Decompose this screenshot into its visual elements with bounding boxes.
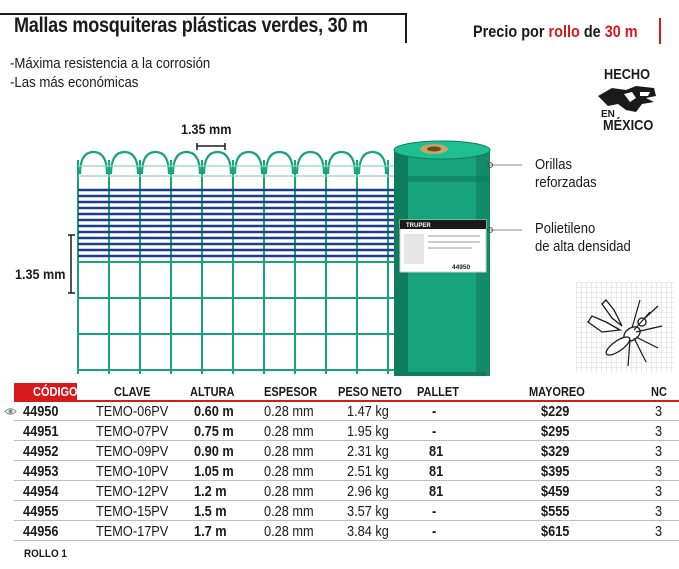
price-mid: de [579, 22, 605, 41]
cell-pallet: - [432, 504, 437, 520]
cell-codigo: 44951 [23, 424, 59, 440]
header-pallet: PALLET [417, 385, 459, 399]
cell-mayoreo: $329 [541, 444, 570, 460]
mesh-arch [235, 152, 262, 174]
cell-nc: 3 [655, 444, 663, 460]
cell-clave: TEMO-07PV [96, 424, 169, 440]
cell-mayoreo: $395 [541, 464, 570, 480]
annotation-polietileno-l1: Polietileno [535, 221, 596, 237]
mosquito-icon [576, 282, 674, 372]
cell-altura: 0.75 m [194, 424, 234, 440]
dim-vertical-marker [66, 234, 76, 294]
cell-espesor: 0.28 mm [264, 404, 314, 420]
annotation-polietileno [535, 220, 631, 256]
cell-pallet: - [432, 424, 437, 440]
annotation-polietileno-l2: de alta densidad [535, 239, 631, 255]
table-header-rule [14, 400, 679, 402]
cell-nc: 3 [655, 424, 663, 440]
row-separator [14, 440, 679, 441]
cell-espesor: 0.28 mm [264, 424, 314, 440]
mesh-roll-illustration [392, 140, 498, 380]
annotation-orillas [535, 156, 597, 192]
price-length: 30 m [604, 22, 638, 41]
row-separator [14, 500, 679, 501]
cell-clave: TEMO-09PV [96, 444, 169, 460]
cell-nc: 3 [655, 504, 663, 520]
badge-en: EN [601, 109, 615, 120]
header-espesor: ESPESOR [264, 385, 318, 399]
table-row[interactable] [0, 463, 679, 481]
cell-pallet: 81 [429, 444, 444, 460]
table-row[interactable] [0, 483, 679, 501]
cell-peso: 1.95 kg [347, 424, 389, 440]
header-mayoreo: MAYOREO [529, 385, 585, 399]
feature-corrosion: -Máxima resistencia a la corrosión [10, 55, 211, 72]
cell-mayoreo: $615 [541, 524, 570, 540]
footer-note: ROLLO 1 [24, 548, 67, 560]
cell-clave: TEMO-15PV [96, 504, 169, 520]
cell-pallet: 81 [429, 464, 444, 480]
cell-mayoreo: $295 [541, 424, 570, 440]
header-codigo: CÓDIGO [33, 385, 78, 399]
cell-nc: 3 [655, 524, 663, 540]
price-divider [659, 18, 661, 44]
mesh-arch [111, 152, 138, 174]
feature-economical: -Las más económicas [10, 74, 139, 91]
cell-espesor: 0.28 mm [264, 524, 314, 540]
mesh-grid-illustration [78, 150, 398, 375]
header-nc: NC [651, 385, 667, 399]
mesh-arch [328, 152, 355, 174]
cell-clave: TEMO-12PV [96, 484, 169, 500]
cell-clave: TEMO-10PV [96, 464, 169, 480]
annotation-leaders [488, 160, 528, 240]
cell-codigo: 44952 [23, 444, 59, 460]
cell-peso: 3.84 kg [347, 524, 389, 540]
cell-nc: 3 [655, 484, 663, 500]
table-row[interactable] [0, 523, 679, 541]
mesh-arch [297, 152, 324, 174]
row-separator [14, 520, 679, 521]
mesh-arch [142, 152, 169, 174]
cell-codigo: 44950 [23, 404, 59, 420]
roll-label-code: 44950 [452, 264, 471, 271]
badge-hecho: HECHO [604, 66, 651, 83]
cell-mayoreo: $555 [541, 504, 570, 520]
mesh-arch [204, 152, 231, 174]
cell-peso: 1.47 kg [347, 404, 389, 420]
cell-codigo: 44956 [23, 524, 59, 540]
cell-pallet: - [432, 524, 437, 540]
cell-espesor: 0.28 mm [264, 444, 314, 460]
dim-horizontal-label: 1.35 mm [181, 121, 232, 137]
header-peso: PESO NETO [338, 385, 402, 399]
mesh-arch [266, 152, 293, 174]
eye-icon[interactable] [4, 405, 17, 418]
cell-espesor: 0.28 mm [264, 464, 314, 480]
annotation-orillas-l1: Orillas [535, 157, 572, 173]
cell-clave: TEMO-06PV [96, 404, 169, 420]
cell-nc: 3 [655, 464, 663, 480]
header-clave: CLAVE [114, 385, 151, 399]
price-unit: rollo [548, 22, 580, 41]
annotation-orillas-l2: reforzadas [535, 175, 597, 191]
row-separator [14, 420, 679, 421]
dim-vertical-label: 1.35 mm [15, 266, 66, 282]
row-separator [14, 460, 679, 461]
table-header [0, 383, 679, 401]
table-row[interactable] [0, 503, 679, 521]
cell-espesor: 0.28 mm [264, 484, 314, 500]
cell-altura: 0.90 m [194, 444, 234, 460]
cell-peso: 3.57 kg [347, 504, 389, 520]
mesh-arch [359, 152, 386, 174]
row-separator [14, 540, 679, 541]
cell-espesor: 0.28 mm [264, 504, 314, 520]
roll-label-brand: TRUPER [406, 223, 431, 229]
cell-pallet: - [432, 404, 437, 420]
cell-pallet: 81 [429, 484, 444, 500]
cell-peso: 2.96 kg [347, 484, 389, 500]
table-row[interactable] [0, 443, 679, 461]
price-prefix: Precio por [473, 22, 549, 41]
row-separator [14, 480, 679, 481]
cell-mayoreo: $229 [541, 404, 570, 420]
cell-codigo: 44953 [23, 464, 59, 480]
cell-peso: 2.51 kg [347, 464, 389, 480]
cell-clave: TEMO-17PV [96, 524, 169, 540]
table-row[interactable] [0, 403, 679, 421]
page-title: Mallas mosquiteras plásticas verdes, 30 m [14, 14, 368, 37]
table-row[interactable] [0, 423, 679, 441]
price-note [473, 22, 638, 42]
cell-altura: 1.7 m [194, 524, 227, 540]
header-altura: ALTURA [190, 385, 235, 399]
cell-altura: 1.2 m [194, 484, 227, 500]
mesh-arch [173, 152, 200, 174]
badge-mexico: MÉXICO [603, 117, 654, 134]
title-divider [405, 13, 407, 43]
mesh-arch [80, 152, 107, 174]
cell-nc: 3 [655, 404, 663, 420]
cell-codigo: 44954 [23, 484, 59, 500]
cell-peso: 2.31 kg [347, 444, 389, 460]
cell-altura: 1.05 m [194, 464, 234, 480]
cell-altura: 0.60 m [194, 404, 234, 420]
cell-codigo: 44955 [23, 504, 59, 520]
cell-altura: 1.5 m [194, 504, 227, 520]
cell-mayoreo: $459 [541, 484, 570, 500]
